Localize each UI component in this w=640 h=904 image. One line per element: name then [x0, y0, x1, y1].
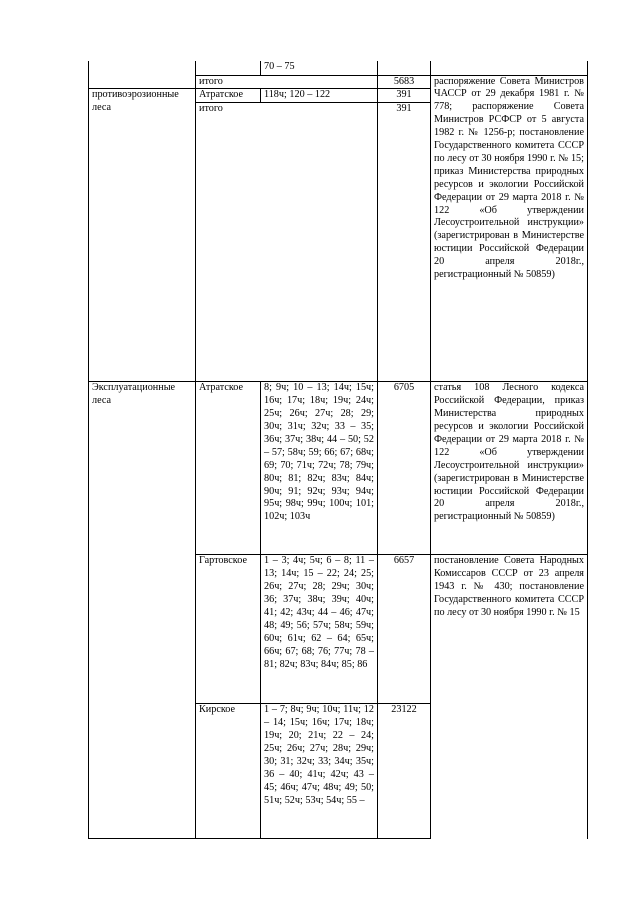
cell-basis: статья 108 Лесного кодекса Российской Федерации, приказ Министерства природных ресурсов и экологии Российской Федерации от 29 марта 2018 г. № 122 «Об утверждении Лесоустроительной инструкции» (зарегистрирован в Министерстве юстиции Российской Федерации 20 апреля 2018г., регистрационный № 50859): [431, 382, 588, 555]
cell-category: Эксплуатационные леса: [89, 382, 196, 839]
table-row: [89, 382, 588, 555]
cell-area: 391: [378, 103, 431, 382]
cell-basis: распоряжение Совета Министров ЧАССР от 29 декабря 1981 г. № 778; распоряжение Совета Министров РСФСР от 5 августа 1982 г. № 1256-р; постановление Государственного комитета СССР по лесу от 30 ноября 1990 г. № 15; приказ Министерства природных ресурсов и экологии Российской Федерации от 29 марта 2018 г. № 122 «Об утверждении Лесоустроительной инструкции» (зарегистрирован в Министерстве юстиции Российской Федерации 20 апреля 2018г., регистрационный № 50859): [431, 75, 588, 382]
cell-area: 23122: [378, 704, 431, 839]
cell-subtotal-label: итого: [196, 75, 378, 89]
cell-forestry: Кирское: [196, 704, 261, 839]
cell-quarters: 70 – 75: [261, 61, 378, 75]
cell-quarters: 8; 9ч; 10 – 13; 14ч; 15ч; 16ч; 17ч; 18ч; 19ч; 24ч; 25ч; 26ч; 27ч; 28; 29; 30ч; 31ч; 32ч; 33 – 35; 36ч; 37ч; 38ч; 44 – 50; 52 – 57; 58ч; 59; 66; 67; 68ч; 69; 70; 71ч; 72ч; 78; 79ч; 80ч; 81; 82ч; 83ч; 84ч; 90ч; 91; 92ч; 93ч; 94ч; 95ч; 98ч; 99ч; 100ч; 101; 102ч; 103ч: [261, 382, 378, 555]
cell-forestry: Гартовское: [196, 555, 261, 704]
cell-quarters: 1 – 7; 8ч; 9ч; 10ч; 11ч; 12 – 14; 15ч; 16ч; 17ч; 18ч; 19ч; 20; 21ч; 22 – 24; 25ч; 26ч; 27ч; 28ч; 29ч; 30; 31; 32ч; 33; 34ч; 35ч; 36 – 40; 41ч; 42ч; 43 – 45; 46ч; 47ч; 48ч; 49; 50; 51ч; 52ч; 53ч; 54ч; 55 –: [261, 704, 378, 839]
cell-area: 6657: [378, 555, 431, 704]
forest-category-table: [88, 61, 588, 839]
table-row: [89, 75, 588, 89]
cell-basis: постановление Совета Народных Комиссаров СССР от 23 апреля 1943 г. № 430; постановление Государственного комитета СССР по лесу от 30 ноября 1990 г. № 15: [431, 555, 588, 839]
table-row: [89, 61, 588, 75]
cell-area: [378, 61, 431, 75]
cell-quarters: 1 – 3; 4ч; 5ч; 6 – 8; 11 – 13; 14ч; 15 – 22; 24; 25; 26ч; 27ч; 28; 29ч; 30ч; 36; 37ч; 38ч; 39ч; 40ч; 41; 42; 43ч; 44 – 46; 47ч; 48; 49; 56; 57ч; 58ч; 59ч; 60ч; 61ч; 62 – 64; 65ч; 66ч; 67; 68; 76; 77ч; 78 – 81; 82ч; 83ч; 84ч; 85; 86: [261, 555, 378, 704]
cell-category: противоэрозионные леса: [89, 89, 196, 382]
cell-area: 391: [378, 89, 431, 103]
cell-forestry: Атратское: [196, 382, 261, 555]
cell-category: [89, 75, 196, 89]
cell-area: 6705: [378, 382, 431, 555]
cell-forestry: Атратское: [196, 89, 261, 103]
cell-basis: [431, 61, 588, 75]
cell-forestry: [196, 61, 261, 75]
cell-subtotal-label: итого: [196, 103, 378, 382]
cell-area: 5683: [378, 75, 431, 89]
cell-quarters: 118ч; 120 – 122: [261, 89, 378, 103]
cell-category: [89, 61, 196, 75]
